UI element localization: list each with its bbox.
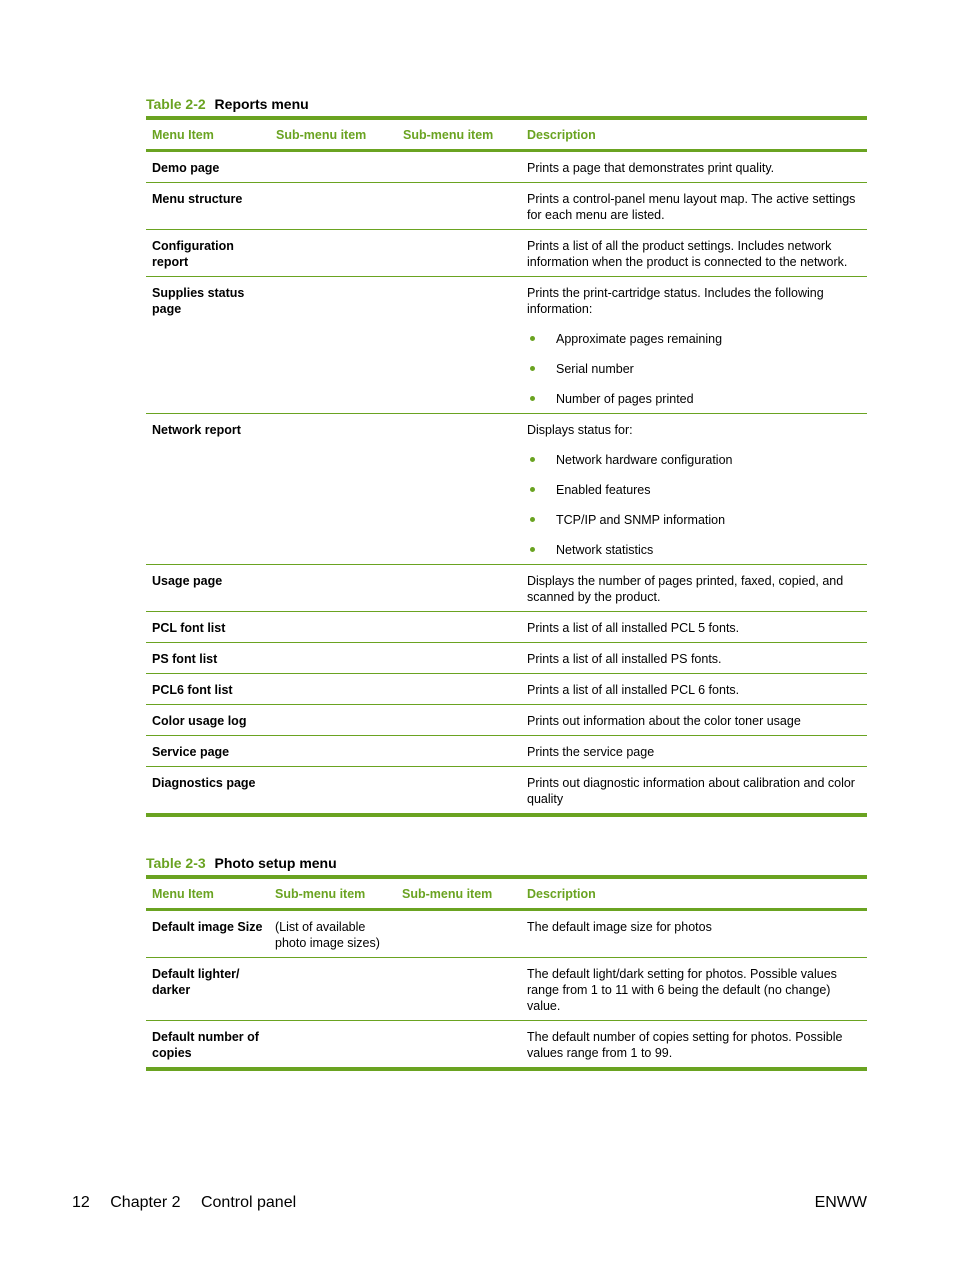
description-text: The default number of copies setting for photos. Possible values range from 1 to 99.: [527, 1030, 843, 1060]
bullet-item: [527, 542, 861, 558]
sub-menu-item-cell: [270, 565, 397, 612]
table-caption: [146, 855, 867, 871]
header-sub-menu-item: Sub-menu item: [403, 128, 494, 142]
sub-menu-item-cell: [270, 767, 397, 814]
table-row: [146, 151, 867, 183]
sub-menu-item-cell: [269, 1021, 396, 1068]
header-description: Description: [527, 887, 596, 901]
description-text: Displays status for:: [527, 423, 633, 437]
bullet-dot-icon: [530, 366, 535, 371]
sub-menu-item-cell: [270, 736, 397, 767]
description-text: Prints a control-panel menu layout map. The active settings for each menu are listed.: [527, 192, 856, 222]
bullet-item: [527, 512, 861, 528]
photo-setup-menu-table-section: [146, 855, 867, 1071]
menu-item-cell: PCL6 font list: [146, 674, 270, 705]
table-row: [146, 910, 867, 958]
description-text: Prints the service page: [527, 745, 655, 759]
bullet-dot-icon: [530, 457, 535, 462]
sub-menu-item-cell: [270, 674, 397, 705]
description-cell: [521, 643, 867, 674]
bullet-text: Enabled features: [556, 483, 651, 497]
table-bottom-rule: [146, 1067, 867, 1071]
menu-item-cell: PS font list: [146, 643, 270, 674]
menu-item-cell: Diagnostics page: [152, 776, 256, 790]
bullet-list: [527, 331, 861, 407]
description-text: Prints a list of all installed PCL 5 fonts.: [527, 621, 740, 635]
header-menu-item: Menu Item: [152, 887, 214, 901]
sub-menu-item-cell: [397, 643, 521, 674]
bullet-dot-icon: [530, 487, 535, 492]
chapter-label: Chapter 2: [110, 1194, 181, 1211]
header-sub-menu-item: Sub-menu item: [276, 128, 367, 142]
header-sub-menu-item: Sub-menu item: [402, 887, 493, 901]
sub-menu-item-cell: [270, 277, 397, 414]
description-cell: [521, 414, 867, 565]
sub-menu-item-cell: [397, 736, 521, 767]
description-text: Prints out information about the color toner usage: [527, 714, 801, 728]
menu-item-cell: Menu structure: [146, 183, 270, 230]
description-cell: [521, 736, 867, 767]
description-cell: [521, 910, 867, 958]
description-text: The default image size for photos: [527, 920, 712, 934]
description-text: Displays the number of pages printed, faxed, copied, and scanned by the product.: [527, 574, 844, 604]
menu-item-cell: Configuration report: [146, 230, 270, 277]
sub-menu-item-cell: [270, 612, 397, 643]
menu-item-cell: Color usage log: [146, 705, 270, 736]
menu-item-cell: Default number of copies: [152, 1030, 259, 1060]
menu-item-cell: Default lighter/ darker: [146, 958, 269, 1021]
menu-item-cell: Demo page: [146, 151, 270, 183]
header-menu-item: Menu Item: [152, 128, 214, 142]
page-footer-right: [815, 1193, 867, 1213]
description-text: Prints a list of all the product settings. Includes network information when the product is connected to the network.: [527, 239, 848, 269]
sub-menu-item-cell: [270, 705, 397, 736]
description-text: Prints the print-cartridge status. Includes the following information:: [527, 286, 824, 316]
bullet-text: Network hardware configuration: [556, 453, 733, 467]
description-text: Prints out diagnostic information about calibration and color quality: [527, 776, 855, 806]
table-row: [146, 277, 867, 414]
sub-menu-item-cell: [270, 414, 397, 565]
table-row: [146, 230, 867, 277]
description-cell: [521, 565, 867, 612]
menu-item-cell: PCL font list: [146, 612, 270, 643]
description-cell: [521, 183, 867, 230]
sub-menu-item-cell: [270, 643, 397, 674]
bullet-list: [527, 452, 861, 558]
description-cell: [521, 958, 867, 1021]
table-number: Table 2-3: [146, 855, 206, 871]
table-row: [146, 958, 867, 1021]
menu-item-cell: Network report: [146, 414, 270, 565]
sub-menu-item-cell: [397, 674, 521, 705]
header-sub-menu-item: Sub-menu item: [275, 887, 366, 901]
description-text: Prints a list of all installed PS fonts.: [527, 652, 722, 666]
bullet-text: Serial number: [556, 362, 634, 376]
page-footer-left: [72, 1193, 296, 1213]
sub-menu-item-cell: [270, 183, 397, 230]
page-number: 12: [72, 1194, 90, 1211]
description-cell: [521, 612, 867, 643]
table-header-row: [146, 118, 867, 151]
bullet-text: Number of pages printed: [556, 392, 694, 406]
sub-menu-item-cell: [269, 958, 396, 1021]
table-title: Reports menu: [214, 96, 309, 112]
sub-menu-item-cell: [396, 1021, 521, 1068]
chapter-title: Control panel: [200, 1194, 297, 1211]
table-row: [146, 414, 867, 565]
table-row: [146, 612, 867, 643]
bullet-text: Network statistics: [556, 543, 654, 557]
table-row: [146, 705, 867, 736]
reports-menu-table-section: [146, 96, 867, 817]
menu-item-cell: Usage page: [146, 565, 270, 612]
description-cell: [521, 674, 867, 705]
sub-menu-item-cell: [397, 183, 521, 230]
sub-menu-item-cell: [396, 910, 521, 958]
bullet-item: [527, 452, 861, 468]
menu-item-cell: Service page: [146, 736, 270, 767]
description-cell: [521, 767, 867, 814]
table-header-row: [146, 877, 867, 910]
menu-item-cell: Supplies status page: [146, 277, 270, 414]
sub-menu-item-cell: [397, 767, 521, 814]
sub-menu-item-cell: (List of available photo image sizes): [269, 910, 396, 958]
table-row: [146, 183, 867, 230]
reports-menu-table: [146, 116, 867, 813]
description-cell: [521, 151, 867, 183]
bullet-dot-icon: [530, 396, 535, 401]
bullet-item: [527, 391, 861, 407]
table-number: Table 2-2: [146, 96, 206, 112]
description-text: Prints a page that demonstrates print quality.: [527, 161, 775, 175]
table-row: [146, 767, 867, 814]
table-caption: [146, 96, 867, 112]
bullet-dot-icon: [530, 517, 535, 522]
table-row: [146, 674, 867, 705]
table-row: [146, 565, 867, 612]
sub-menu-item-cell: [396, 958, 521, 1021]
photo-setup-menu-table: [146, 875, 867, 1067]
table-title: Photo setup menu: [214, 855, 337, 871]
bullet-item: [527, 331, 861, 347]
description-text: The default light/dark setting for photos. Possible values range from 1 to 11 with 6 being the default (no change) value.: [527, 967, 837, 1013]
sub-menu-item-cell: [397, 705, 521, 736]
sub-menu-item-cell: [270, 151, 397, 183]
bullet-text: TCP/IP and SNMP information: [556, 513, 726, 527]
description-cell: [521, 1021, 867, 1068]
menu-item-cell: Default image Size: [146, 910, 269, 958]
table-bottom-rule: [146, 813, 867, 817]
table-body: [146, 151, 867, 814]
bullet-item: [527, 482, 861, 498]
bullet-dot-icon: [530, 547, 535, 552]
sub-menu-item-cell: [270, 230, 397, 277]
table-body: [146, 910, 867, 1068]
bullet-item: [527, 361, 861, 377]
sub-menu-item-cell: [397, 151, 521, 183]
sub-menu-item-cell: [397, 565, 521, 612]
table-row: [146, 1021, 867, 1068]
table-row: [146, 736, 867, 767]
header-description: Description: [527, 128, 596, 142]
sub-menu-item-cell: [397, 277, 521, 414]
description-cell: [521, 705, 867, 736]
description-cell: [521, 277, 867, 414]
sub-menu-item-cell: [397, 414, 521, 565]
description-cell: [521, 230, 867, 277]
bullet-dot-icon: [530, 336, 535, 341]
sub-menu-item-cell: [397, 612, 521, 643]
sub-menu-item-cell: [397, 230, 521, 277]
table-row: [146, 643, 867, 674]
footer-label: ENWW: [814, 1194, 867, 1211]
bullet-text: Approximate pages remaining: [556, 332, 723, 346]
description-text: Prints a list of all installed PCL 6 fonts.: [527, 683, 740, 697]
